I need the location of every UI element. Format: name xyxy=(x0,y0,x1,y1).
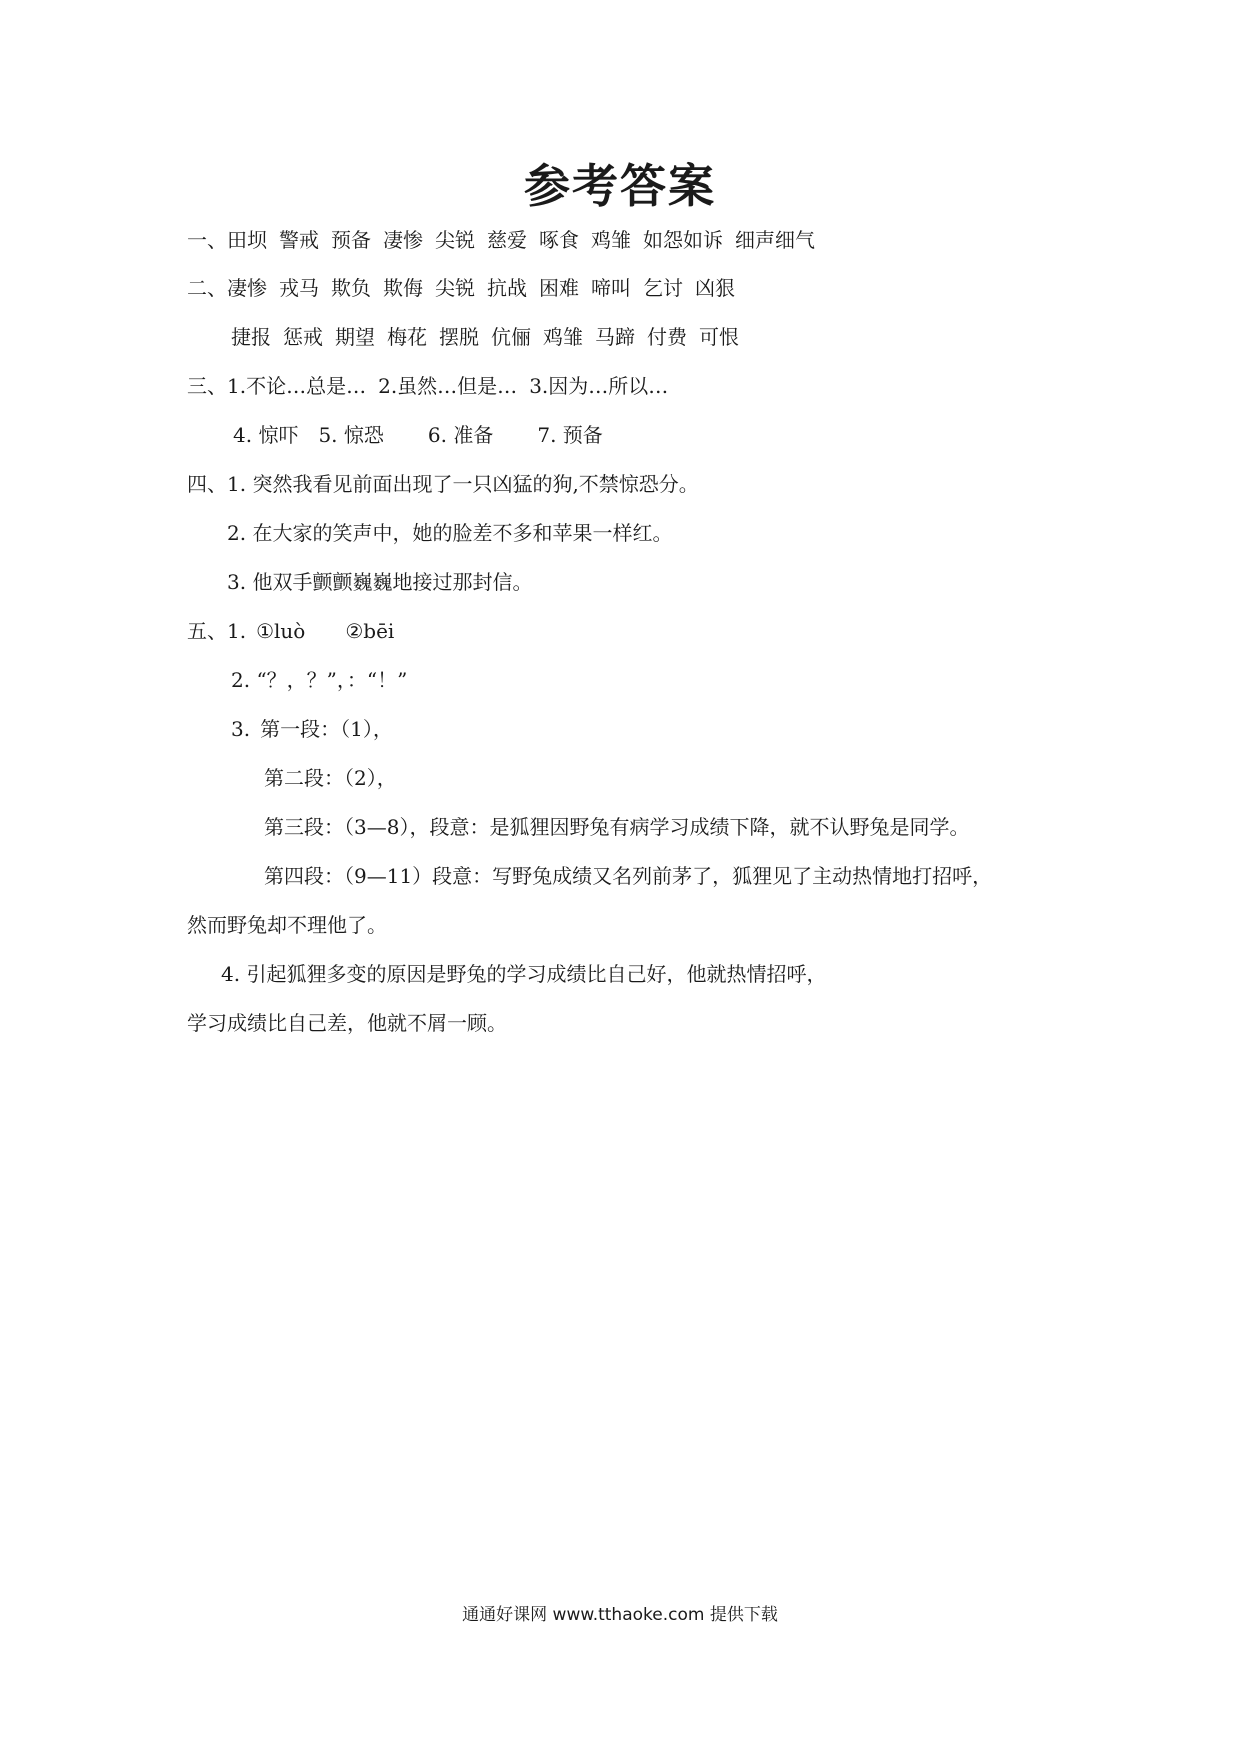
s3-answer-7: 7. 预备 xyxy=(537,423,603,447)
s2-word: 摆脱 xyxy=(439,325,479,349)
s1-word: 如怨如诉 xyxy=(643,228,723,252)
s5-q1-b: ②bēi xyxy=(345,619,395,643)
s2-word: 马蹄 xyxy=(595,325,635,349)
s2-word: 凄惨 xyxy=(227,276,267,300)
s4-answer-2: 2. 在大家的笑声中，她的脸差不多和苹果一样红。 xyxy=(227,521,673,545)
s2-word: 付费 xyxy=(647,325,687,349)
s5-q3-part-4a: 第四段：（9—11）段意：写野兔成绩又名列前茅了，狐狸见了主动热情地打招呼， xyxy=(264,864,993,888)
s3-answer-6: 6. 准备 xyxy=(427,423,494,447)
s2-word: 凶狠 xyxy=(695,276,735,300)
s4-answer-3: 3. 他双手颤颤巍巍地接过那封信。 xyxy=(227,570,533,594)
s5-q4b: 学习成绩比自己差，他就不屑一顾。 xyxy=(187,1011,507,1035)
s2-word: 梅花 xyxy=(387,325,427,349)
section-2-row-2 xyxy=(231,324,739,350)
s5-q3-part-1: 第一段：（1）， xyxy=(260,717,393,741)
s4-answer-1: 1. 突然我看见前面出现了一只凶猛的狗,不禁惊恐分。 xyxy=(227,472,699,496)
s1-word: 慈爱 xyxy=(487,228,527,252)
s2-word: 期望 xyxy=(335,325,375,349)
section-2-prefix: 二、 xyxy=(187,276,227,300)
footer-credit: 通通好课网 www.tthaoke.com 提供下载 xyxy=(462,1605,778,1625)
s2-word: 欺负 xyxy=(331,276,371,300)
section-3-row-2 xyxy=(233,422,603,448)
s3-answer-5: 5. 惊恐 xyxy=(318,423,384,447)
section-5-prefix: 五、 xyxy=(187,619,227,643)
s2-word: 可恨 xyxy=(699,325,739,349)
s3-answer-4: 4. 惊吓 xyxy=(233,423,299,447)
s2-word: 戎马 xyxy=(279,276,319,300)
s5-q3-part-2: 第二段：（2）， xyxy=(264,766,397,790)
section-3-prefix: 三、 xyxy=(187,374,227,398)
s3-answer-1: 1.不论…总是… xyxy=(227,374,367,398)
s5-q2: 2. “？，？”，：“！” xyxy=(231,668,408,692)
s2-word: 尖锐 xyxy=(435,276,475,300)
section-4-row-1 xyxy=(187,471,699,497)
s2-word: 鸡雏 xyxy=(543,325,583,349)
section-2-row-1 xyxy=(187,275,735,301)
s1-word: 田坝 xyxy=(227,228,267,252)
s2-word: 乞讨 xyxy=(643,276,683,300)
section-5-q3 xyxy=(231,716,393,742)
s3-answer-2: 2.虽然…但是… xyxy=(378,374,518,398)
s1-word: 预备 xyxy=(331,228,371,252)
s2-word: 伉俪 xyxy=(491,325,531,349)
section-3-row-1 xyxy=(187,373,668,399)
s1-word: 凄惨 xyxy=(383,228,423,252)
s5-q4a: 4. 引起狐狸多变的原因是野兔的学习成绩比自己好，他就热情招呼， xyxy=(221,962,827,986)
s5-q3-num: 3. xyxy=(231,717,251,741)
s2-word: 困难 xyxy=(539,276,579,300)
s5-q3-part-3: 第三段：（3—8），段意：是狐狸因野兔有病学习成绩下降，就不认野兔是同学。 xyxy=(264,815,970,839)
page-title: 参考答案 xyxy=(524,159,716,213)
s2-word: 捷报 xyxy=(231,325,271,349)
s1-word: 尖锐 xyxy=(435,228,475,252)
s2-word: 抗战 xyxy=(487,276,527,300)
s1-word: 啄食 xyxy=(539,228,579,252)
s2-word: 惩戒 xyxy=(283,325,323,349)
section-4-prefix: 四、 xyxy=(187,472,227,496)
s5-q1-a: ①luò xyxy=(256,619,306,643)
s5-q3-part-4b: 然而野兔却不理他了。 xyxy=(187,913,387,937)
s1-word: 鸡雏 xyxy=(591,228,631,252)
section-1 xyxy=(187,227,815,253)
section-5-row-1 xyxy=(187,618,394,644)
s2-word: 啼叫 xyxy=(591,276,631,300)
section-1-prefix: 一、 xyxy=(187,228,227,252)
s3-answer-3: 3.因为…所以… xyxy=(529,374,669,398)
s1-word: 警戒 xyxy=(279,228,319,252)
s5-q1-num: 1. xyxy=(227,619,247,643)
s1-word: 细声细气 xyxy=(735,228,815,252)
s2-word: 欺侮 xyxy=(383,276,423,300)
